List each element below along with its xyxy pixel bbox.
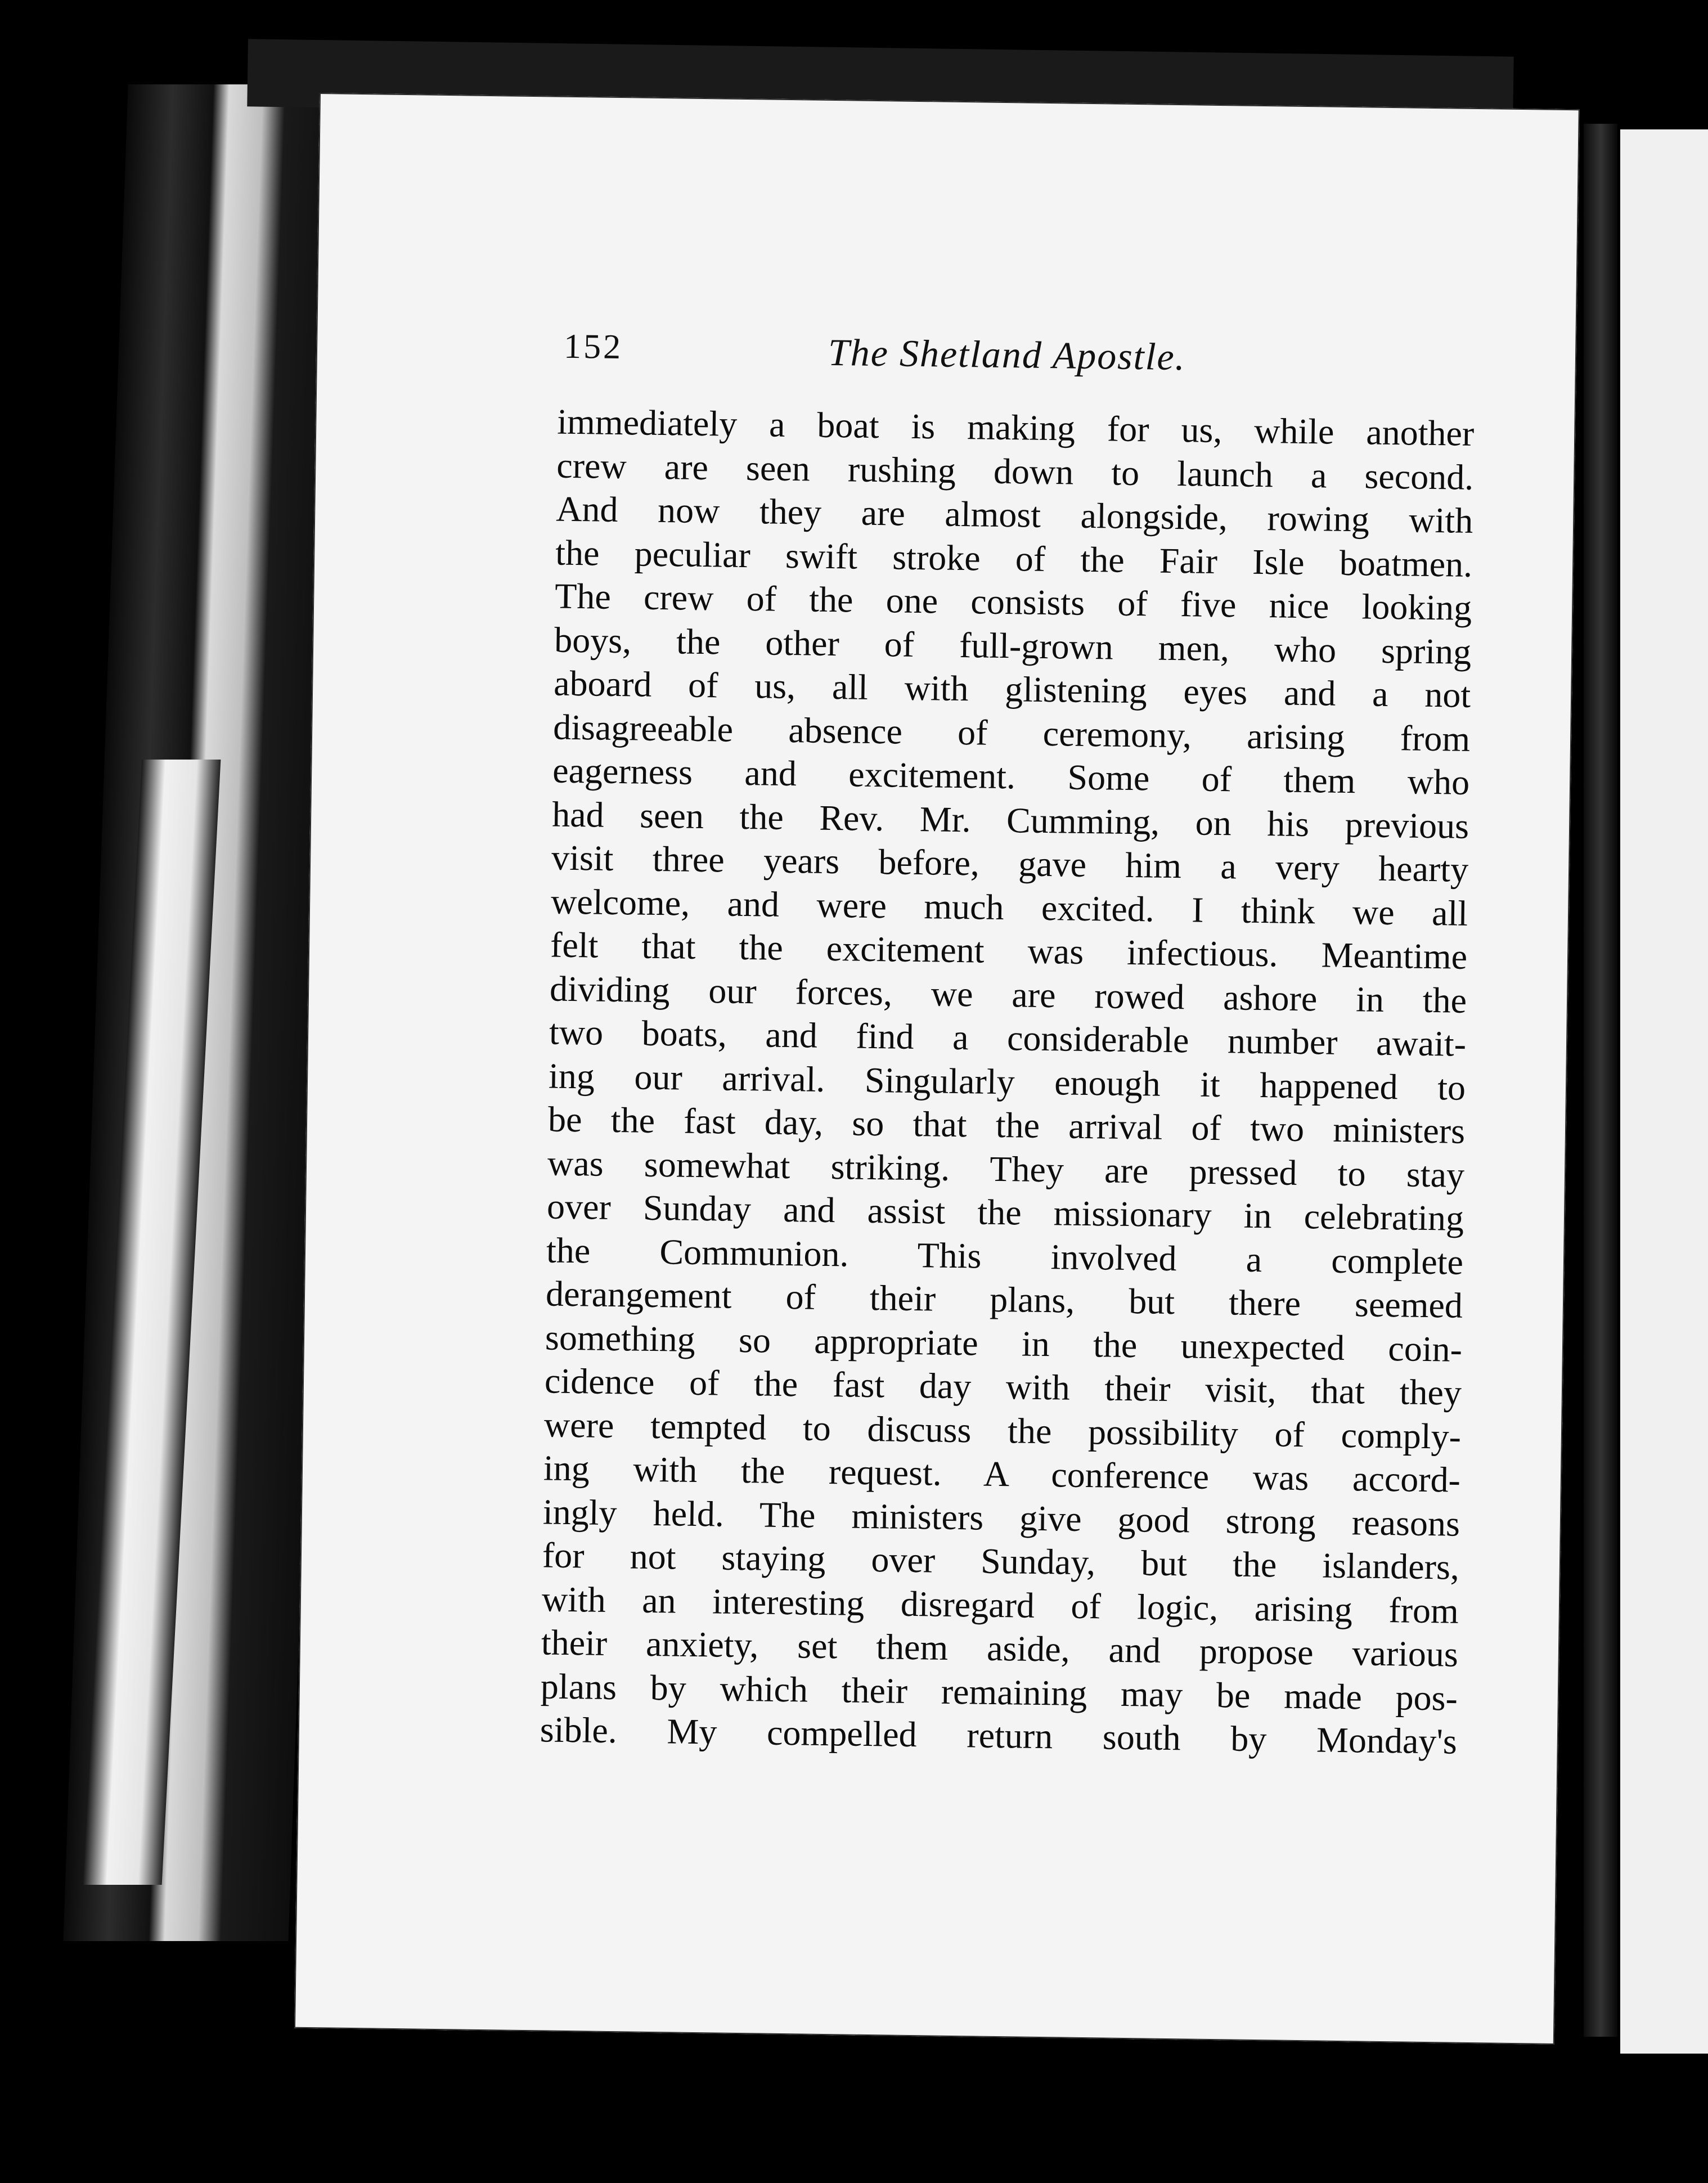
text-line: sible. My compelled return south by Monday's bbox=[540, 1709, 1458, 1762]
text-line: welcome, and were much excited. I think we all bbox=[550, 881, 1468, 933]
text-line: for not staying over Sunday, but the islanders, bbox=[542, 1535, 1460, 1587]
text-line: their anxiety, set them aside, and propose various bbox=[541, 1622, 1459, 1674]
text-line: had seen the Rev. Mr. Cumming, on his previous bbox=[551, 794, 1469, 846]
text-line: aboard of us, all with glistening eyes and a not bbox=[553, 663, 1471, 715]
text-line: visit three years before, gave him a very hearty bbox=[551, 837, 1469, 890]
text-line: crew are seen rushing down to launch a second. bbox=[556, 445, 1474, 497]
text-line: the Communion. This involved a complete bbox=[546, 1229, 1464, 1282]
text-line: be the fast day, so that the arrival of two ministers bbox=[547, 1099, 1466, 1151]
text-line: dividing our forces, we are rowed ashore in the bbox=[549, 968, 1467, 1021]
page-header bbox=[563, 327, 1267, 398]
text-line: And now they are almost alongside, rowing with bbox=[555, 488, 1473, 541]
text-line: cidence of the fast day with their visit, that they bbox=[544, 1360, 1462, 1413]
text-line: two boats, and find a considerable number await- bbox=[549, 1012, 1467, 1064]
text-line: The crew of the one consists of five nice looking bbox=[554, 576, 1472, 628]
text-line: immediately a boat is making for us, while another bbox=[556, 401, 1475, 453]
text-line: plans by which their remaining may be made pos- bbox=[540, 1665, 1458, 1718]
text-line: was somewhat striking. They are pressed to stay bbox=[547, 1142, 1465, 1195]
text-line: boys, the other of full-grown men, who spring bbox=[554, 619, 1472, 672]
text-line: disagreeable absence of ceremony, arising from bbox=[552, 707, 1471, 759]
text-line: ing our arrival. Singularly enough it happened to bbox=[548, 1055, 1466, 1108]
body-text bbox=[540, 400, 1474, 1764]
text-line: ing with the request. A conference was accord- bbox=[543, 1448, 1461, 1500]
page-number: 152 bbox=[563, 327, 623, 367]
running-head: The Shetland Apostle. bbox=[828, 330, 1186, 379]
page-gutter-right bbox=[1584, 124, 1617, 2037]
text-line: ingly held. The ministers give good strong reasons bbox=[542, 1491, 1460, 1544]
text-line: eagerness and excitement. Some of them who bbox=[552, 750, 1470, 802]
text-line: with an interesting disregard of logic, arising from bbox=[541, 1578, 1459, 1631]
book-page bbox=[294, 93, 1580, 2045]
text-line: the peculiar swift stroke of the Fair Isle boatmen. bbox=[555, 532, 1473, 585]
text-line: something so appropriate in the unexpected coin- bbox=[545, 1317, 1463, 1369]
text-line: over Sunday and assist the missionary in celebrating bbox=[546, 1186, 1464, 1238]
text-line: felt that the excitement was infectious. Meantime bbox=[550, 924, 1468, 977]
text-line: derangement of their plans, but there seemed bbox=[545, 1273, 1463, 1326]
text-line: were tempted to discuss the possibility of comply- bbox=[543, 1404, 1462, 1457]
facing-page-sliver bbox=[1620, 129, 1708, 2054]
